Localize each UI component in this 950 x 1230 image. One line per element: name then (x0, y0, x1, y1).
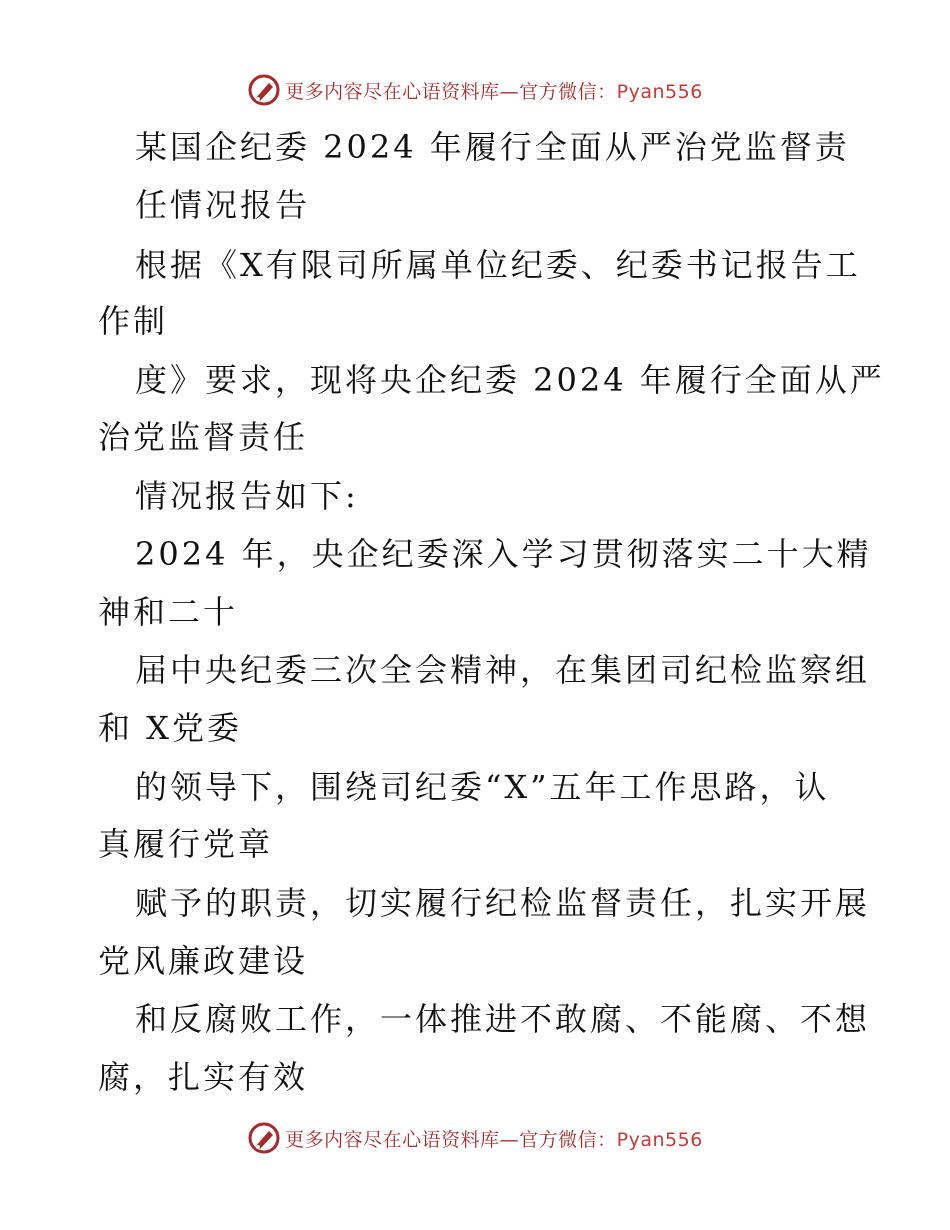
watermark-text: 更多内容尽在心语资料库—官方微信：Pyan556 (285, 1128, 703, 1151)
wechat-handle: Pyan556 (616, 80, 703, 103)
paragraph-line: 的领导下，围绕司纪委“X”五年工作思路，认 (135, 768, 830, 806)
paragraph-line: 作制 (98, 302, 169, 340)
footer-watermark-banner (0, 1118, 950, 1158)
paragraph-line: 党风廉政建设 (98, 942, 309, 980)
paragraph-line: 和 X党委 (98, 709, 242, 747)
paragraph-line: 和反腐败工作，一体推进不敢腐、不能腐、不想 (135, 1000, 871, 1038)
paragraph-line: 度》要求，现将央企纪委 2024 年履行全面从严 (135, 361, 885, 399)
wechat-handle: Pyan556 (616, 1128, 703, 1151)
paragraph-line: 治党监督责任 (98, 418, 309, 456)
paragraph-line: 腐，扎实有效 (98, 1058, 309, 1096)
watermark-text: 更多内容尽在心语资料库—官方微信：Pyan556 (285, 80, 703, 103)
document-title-line-1: 某国企纪委 2024 年履行全面从严治党监督责 (135, 128, 850, 166)
document-title-line-2: 任情况报告 (135, 186, 311, 224)
paragraph-line: 情况报告如下: (135, 477, 359, 515)
paragraph-line: 根据《X有限司所属单位纪委、纪委书记报告工 (135, 246, 861, 284)
paragraph-line: 赋予的职责，切实履行纪检监督责任，扎实开展 (135, 884, 871, 922)
paragraph-line: 届中央纪委三次全会精神，在集团司纪检监察组 (135, 651, 871, 689)
paragraph-line: 神和二十 (98, 593, 239, 631)
paragraph-line: 2024 年，央企纪委深入学习贯彻落实二十大精 (135, 535, 872, 573)
pen-logo-icon (247, 73, 281, 107)
pen-logo-icon (247, 1121, 281, 1155)
header-watermark-banner (0, 70, 950, 110)
paragraph-line: 真履行党章 (98, 825, 274, 863)
